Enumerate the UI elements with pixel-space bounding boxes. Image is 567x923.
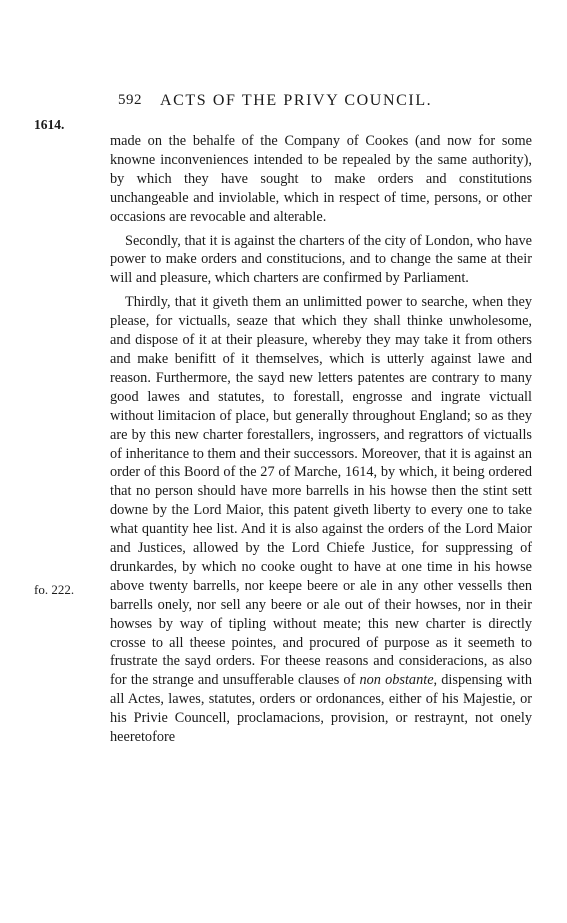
paragraph-text-end: , dispensing with all Actes, lawes, statutes, orders or ordonances, either of his Majestie, or his Privie Councell, proclamacions, provision, or restraynt, not onely heeretofore (110, 672, 532, 746)
margin-folio-note: fo. 222. (34, 582, 75, 597)
paragraph (110, 293, 532, 747)
paragraph: made on the behalfe of the Company of Cookes (and now for some knowne inconveniences intended to be repealed by the same authority), by which they have sought to make orders and constitutions unchangeable and inviolable, which in respect of time, persons, or other occasions are revocable and alterable. (110, 133, 532, 225)
latin-phrase: non obstante (359, 672, 434, 689)
margin-year-note: 1614. (34, 117, 65, 132)
page-number: 592 (118, 92, 142, 108)
running-head: ACTS OF THE PRIVY COUNCIL. (160, 92, 433, 109)
paragraph: Secondly, that it is against the charters of the city of London, who have power to make orders and constitucions, and to change the same at their will and pleasure, which charters are confirmed by Parliament. (110, 232, 532, 287)
body-text (110, 132, 532, 752)
page-header (118, 92, 538, 114)
paragraph-text: Thirdly, that it giveth them an unlimitted power to searche, when they please, for victualls, seaze that which they shall thinke unwholesome, and dispose of it at their pleasure, whereby they may take it from others and make benifitt of it themselves, which is utterly against lawe and reason. Furthermore, the sayd new letters patentes are contrary to many good lawes and statutes, to forestall, engrosse and ingrate victuall without limitacion of place, but generally throughout England; so as they are by this new charter forestallers, ingrossers, and regrattors of victualls of inheritance to them and their successors. Moreover, that it is against an order of this Boord of the 27 of Marche, 1614, by which, it being ordered that no person should have more barrells in his howse then the stint sett downe by the Lord Maior, this patent giveth liberty to every one to take what quantity hee list. And it is also against the orders of the Lord Maior and Justices, allowed by the Lord Chiefe Justice, for suppressing of drunkardes, by which no cooke ought to have at one time in his howse above twenty barrells, nor keepe beere or ale in any other vessells then barrells onely, nor sell any beere or ale out of their howses, nor in their howses by way of tipling without meate; this new charter is directly crosse to all theese pointes, and procured of purpose as it seemeth to frustrate the sayd orders. For theese reasons and consideracions, as also for the strange and unsufferable clauses of (110, 294, 532, 689)
